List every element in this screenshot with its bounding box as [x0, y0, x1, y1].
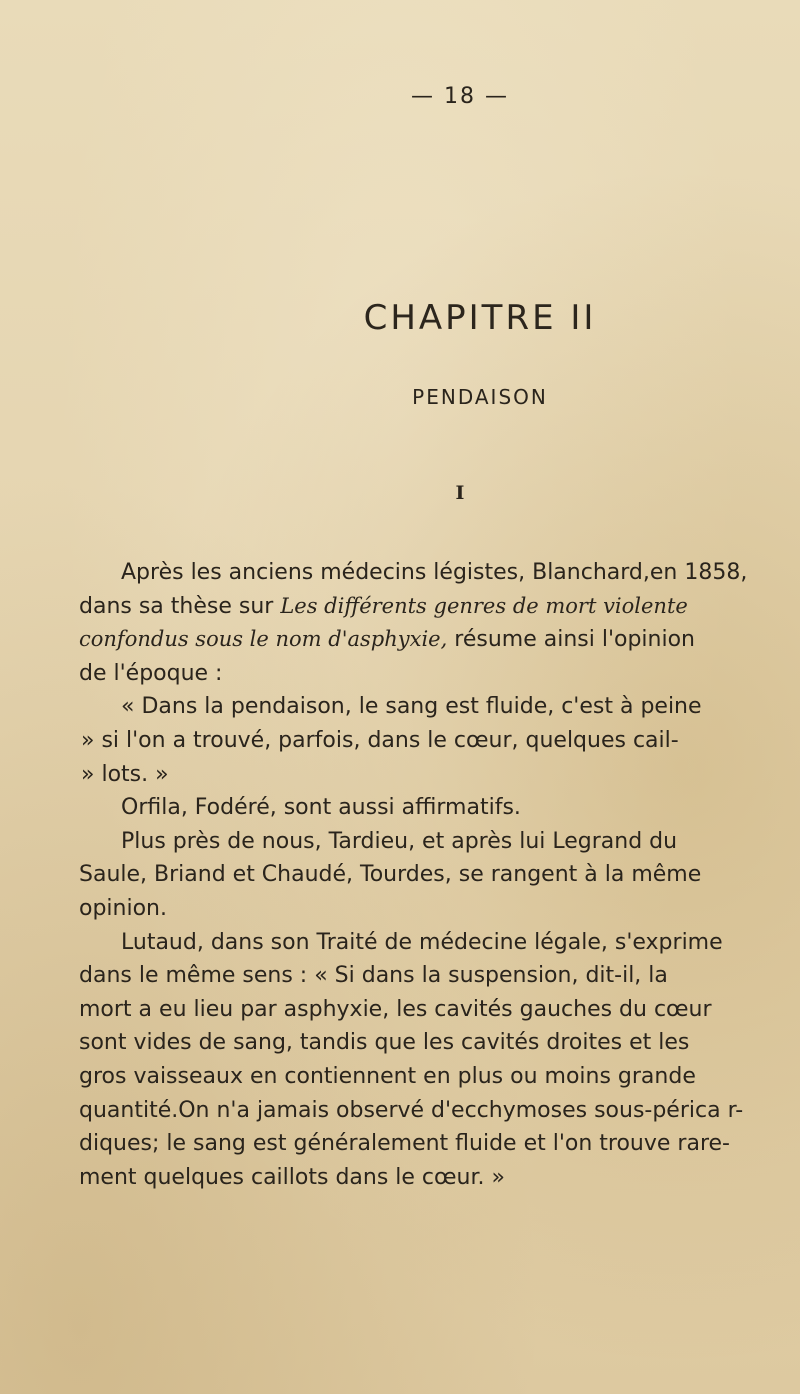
section-number: I — [455, 482, 465, 504]
text-run: dans sa thèse sur — [79, 593, 281, 619]
paragraph-line: Saule, Briand et Chaudé, Tourdes, se rangent à la même — [79, 862, 702, 888]
paragraph-line: Après les anciens médecins légistes, Blanchard,en 1858, — [121, 560, 748, 585]
quote-line: » lots. » — [81, 761, 169, 787]
chapter-title: CHAPITRE II — [363, 298, 597, 338]
page-number: — 18 — — [411, 84, 509, 109]
paragraph-line: quantité.On n'a jamais observé d'ecchymoses sous-périca r- — [79, 1097, 744, 1123]
paragraph-line: Orfila, Fodéré, sont aussi affirmatifs. — [121, 795, 521, 821]
paragraph-line: diques; le sang est généralement fluide et l'on trouve rare- — [79, 1131, 730, 1157]
paragraph-line: dans le même sens : « Si dans la suspension, dit-il, la — [79, 963, 668, 989]
paragraph-line — [79, 623, 779, 657]
quote-line: « Dans la pendaison, le sang est fluide, c'est à peine — [121, 694, 702, 720]
paragraph-line: opinion. — [79, 895, 167, 921]
paragraph-line: Lutaud, dans son Traité de médecine légale, s'exprime — [121, 929, 723, 955]
text-run: résume ainsi l'opinion — [447, 627, 695, 653]
paragraph-line: sont vides de sang, tandis que les cavités droites et les — [79, 1030, 690, 1056]
chapter-subtitle: PENDAISON — [412, 385, 548, 409]
italic-title: Les différents genres de mort violente — [280, 593, 688, 618]
paragraph-line: de l'époque : — [79, 660, 223, 686]
paragraph-line: mort a eu lieu par asphyxie, les cavités gauches du cœur — [79, 996, 712, 1022]
italic-title: confondus sous le nom d'asphyxie, — [79, 627, 448, 652]
quote-line: » si l'on a trouvé, parfois, dans le cœur, quelques cail- — [81, 727, 679, 753]
paragraph-line — [79, 590, 779, 624]
body-text — [79, 556, 779, 1194]
paragraph-line: ment quelques caillots dans le cœur. » — [79, 1164, 505, 1190]
paragraph-line: gros vaisseaux en contiennent en plus ou moins grande — [79, 1063, 696, 1089]
paragraph-line: Plus près de nous, Tardieu, et après lui Legrand du — [121, 828, 678, 854]
